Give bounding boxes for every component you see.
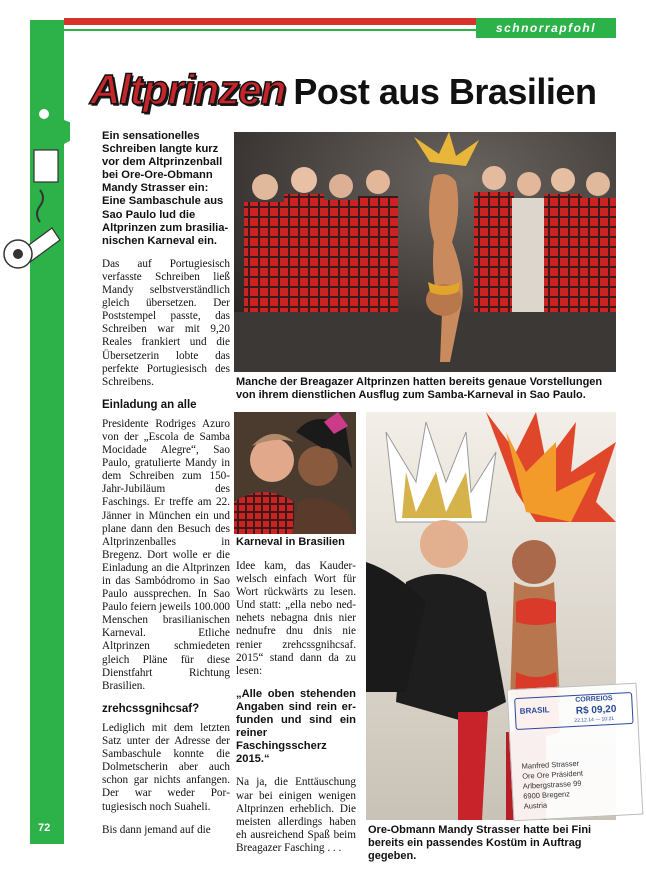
- article-paragraph: Idee kam, das Kauderwelsch einfach Wort für Wort rückwärts zu lesen. Und statt: „ella nebo nednehets nebagna dnis nier nednufre dnu dnis nie renier zrehcssgnihcsaf. 2015“ stand dann da zu lesen:: [236, 560, 356, 677]
- postmark-date: 22.12.14 — 10:21: [574, 715, 615, 724]
- wrench-logo-icon: [0, 100, 70, 300]
- photo-kiss-image: [234, 412, 356, 534]
- subheading: zrehcssgnihcsaf?: [102, 702, 200, 715]
- article-lead: Ein sensationelles Schreiben langte kurz vor dem Altprinzenball bei Ore-Ore-Obmann Mandy Strasser ein: Eine Sambaschule aus Sao Paulo lud die Altprinzen zum brasilianischen Karneval ein.: [102, 130, 229, 247]
- section-label: schnorrapfohl: [476, 18, 616, 38]
- photo-group-image: [234, 132, 616, 372]
- article-paragraph: Bis dann jemand auf die: [102, 823, 211, 836]
- address-line: Manfred Strasser: [521, 758, 580, 771]
- caption-small-photo: Karneval in Brasilien: [236, 536, 345, 548]
- postmark: [514, 692, 634, 730]
- headline-kicker: Altprinzen: [90, 66, 286, 113]
- article-column-middle: [236, 560, 356, 865]
- page-number: 72: [38, 822, 51, 834]
- address-line: Ore Ore Präsident: [521, 768, 584, 781]
- address-line: Austria: [523, 800, 548, 811]
- article-paragraph: Das auf Portugiesisch verfasste Schreiben ließ Mandy selbstverständlich gleich übersetzen. Der Poststempel passte, das Schreiben war mit 9,20 Reales frankiert und die Übersetzerin lobte das perfekte Portugiesisch des Schreibens.: [102, 257, 230, 388]
- caption-right-photo: Ore-Obmann Mandy Strasser hatte bei Fini bereits ein passendes Kostüm in Auftrag gegeben.: [368, 824, 592, 862]
- article-paragraph: Na ja, die Enttäuschung war bei einigen wenigen Altprinzen erheblich. Die meisten allerdings haben eh ausreichend Spaß beim Breagazer Fasching . . .: [236, 776, 356, 854]
- subheading: Einladung an alle: [102, 398, 197, 411]
- postmark-service: CORREIOS: [575, 694, 613, 704]
- article-paragraph: Lediglich mit dem letzten Satz unter der Adresse der Sambaschule konnte die Dolmetscherin aber auch schon gar nichts anfangen. Der war weder Portugiesisch noch Suaheli.: [102, 721, 230, 813]
- headline: [90, 66, 630, 116]
- article-quote: „Alle oben stehenden Angaben sind rein erfunden und sind ein reiner Faschingsscherz 2015.“: [236, 687, 356, 766]
- postmark-amount: R$ 09,20: [575, 703, 617, 717]
- photo-altprinzen-group: [234, 132, 616, 372]
- article-paragraph: Presidente Rodriges Azuro von der „Escola de Samba Mocidade Alegre“, Sao Paulo, gratulierte Mandy in dem Schreiben zum 150-Jahr-Jubiläum des Faschings. Er treffe am 22. Jänner in München ein und plane dann den Besuch des Altprinzenballes in Bregenz. Dort wolle er die Einladung an die Altprinzen in das Sambódromo in Sao Paulo aussprechen. In Sao Paulo feiern jeweils 100.000 Menschen brasilianischen Karneval. Etliche Altprinzen schmiedeten gleich Pläne für diese Dienstfahrt Richtung Brasilien.: [102, 417, 231, 692]
- envelope-address: [521, 759, 584, 812]
- headline-title: Post aus Brasilien: [293, 71, 597, 112]
- photo-karneval-kiss: [234, 412, 356, 534]
- address-line: 6900 Bregenz: [523, 789, 571, 801]
- article-column-left: [102, 130, 230, 847]
- address-line: Arlbergstrasse 99: [522, 778, 582, 791]
- envelope-stamp-inset: [507, 683, 644, 822]
- postmark-country: BRASIL: [519, 705, 550, 716]
- caption-top-photo: Manche der Breagazer Altprinzen hatten bereits genaue Vorstellungen von ihrem dienstlichen Ausflug zum Samba-Karneval in Sao Paulo.: [236, 376, 603, 401]
